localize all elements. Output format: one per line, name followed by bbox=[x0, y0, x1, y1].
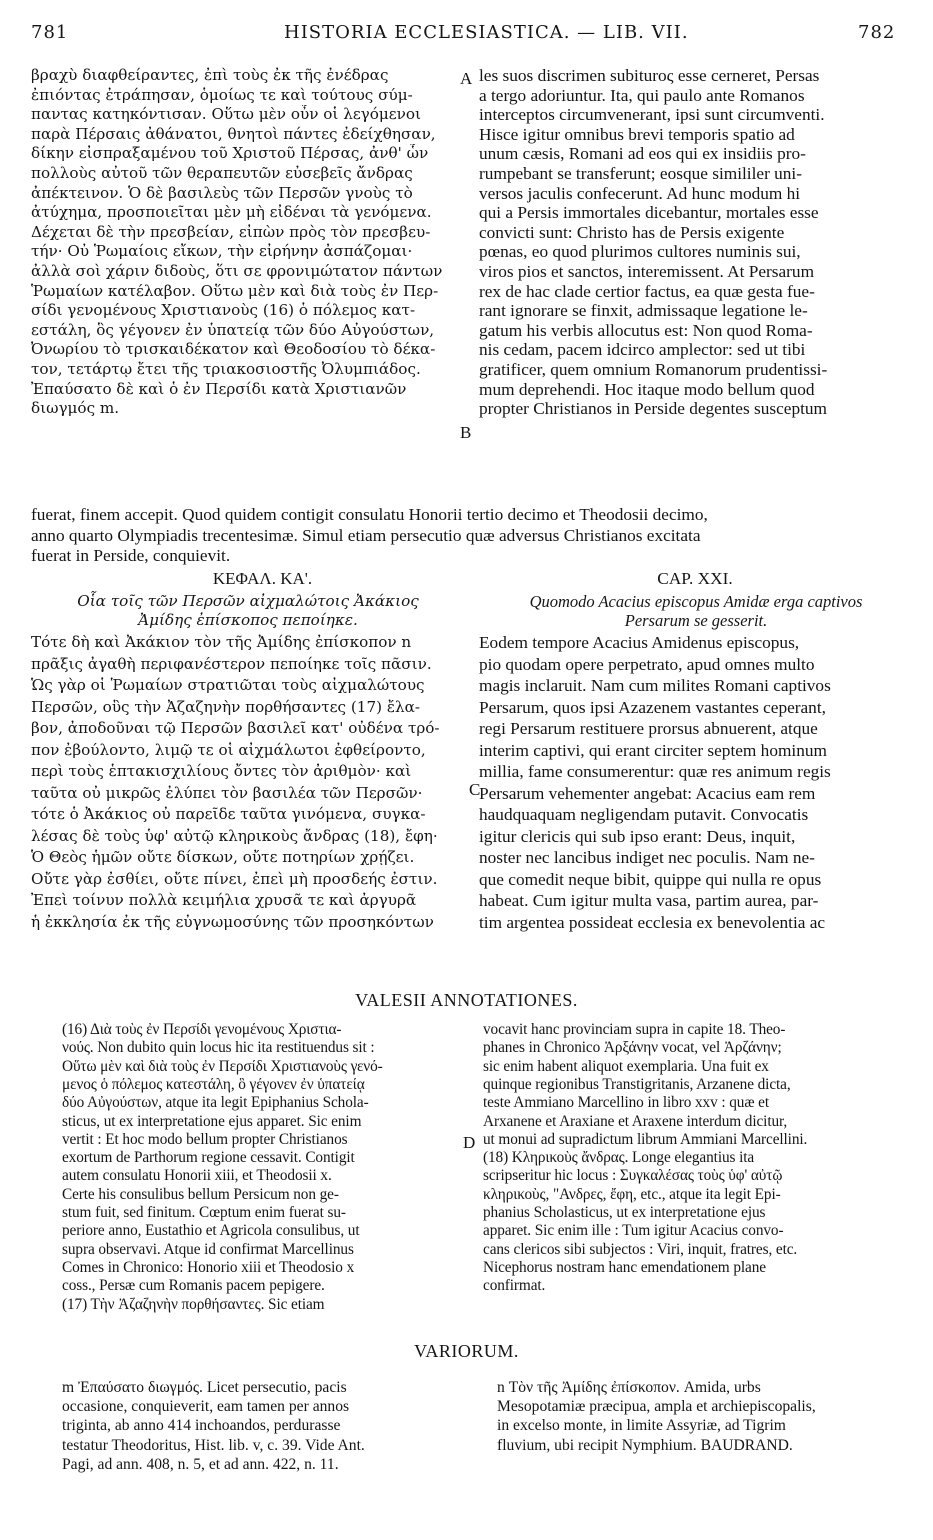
greek-line: Ῥωμαίων κατέλαβον. Οὕτω μὲν καὶ διὰ τοὺς ἐν Περ- bbox=[31, 281, 439, 300]
greek-line: παρὰ Πέρσαις ἀθάνατοι, θνητοὶ πάντες ἐδείχθησαν, bbox=[31, 124, 436, 143]
margin-marker-d: D bbox=[463, 1133, 476, 1152]
valesii-note-line: Certe his consulibus bellum Persicum non ge- bbox=[62, 1185, 339, 1203]
latin-line: propter Christianos in Perside degentes susceptum bbox=[479, 399, 827, 419]
greek-chapter-line: τότε ὁ Ἀκάκιος οὐ παρεῖδε ταῦτα γινόμενα, συγκα- bbox=[31, 805, 426, 823]
latin-chapter-subtitle-1: Quomodo Acacius episcopus Amidæ erga captivos bbox=[529, 592, 863, 611]
greek-line: σίδι γενομένους Χριστιανοὺς (16) ὁ πόλεμος κατ- bbox=[31, 301, 416, 320]
greek-line: Ὀνωρίου τὸ τρισκαιδέκατον καὶ Θεοδοσίου τὸ δέκα- bbox=[31, 340, 436, 359]
greek-chapter-line: Ἐπεὶ τοίνυν πολλὰ κειμήλια χρυσᾶ τε καὶ ἀργυρᾶ bbox=[31, 891, 417, 909]
greek-chapter-heading: ΚΕΦΑΛ. ΚΑ'. bbox=[212, 569, 313, 588]
margin-marker-a: A bbox=[460, 69, 473, 88]
latin-line: convicti sunt: Christo has de Persis exigente bbox=[479, 222, 785, 242]
greek-line: βραχὺ διαφθείραντες, ἐπὶ τοὺς ἐκ τῆς ἐνέδρας bbox=[31, 66, 389, 84]
latin-chapter-line: regi Persarum restituere prorsus abnuerent, atque bbox=[479, 719, 818, 738]
latin-chapter-line: habeat. Cum igitur multa vasa, partim aurea, par- bbox=[479, 891, 819, 910]
latin-chapter-line: Persarum, quos ipsi Azazenem vastantes ceperant, bbox=[479, 697, 826, 717]
latin-line: viros pios et sanctos, interemissent. At Persarum bbox=[479, 262, 815, 281]
valesii-note-line: sic enim habent aliquot exemplaria. Una fuit ex bbox=[483, 1057, 769, 1075]
greek-line: παντας κατηκόντισαν. Οὕτω μὲν οὖν οἱ λεγόμενοι bbox=[31, 105, 421, 124]
greek-chapter-line: ταῦτα οὐ μικρῶς ἐλύπει τὸν βασιλέα τῶν Περσῶν· bbox=[31, 783, 423, 802]
latin-chapter-line: que comedit neque bibit, quippe qui nulla re opus bbox=[479, 869, 822, 889]
valesii-note-line: (17) Τὴν Ἀζαζηνὴν πορθήσαντες. Sic etiam bbox=[62, 1295, 325, 1313]
full-width-line: anno quarto Olympiadis trecentesimæ. Simul etiam persecutio quæ adversus Christianos excitata bbox=[31, 525, 701, 545]
variorum-note-line: n Τὸν τῆς Ἀμίδης ἐπίσκοπον. Amida, urbs bbox=[497, 1379, 761, 1396]
greek-chapter-subtitle-2: Ἀμίδης ἐπίσκοπος πεποίηκε. bbox=[138, 611, 358, 629]
valesii-note-line: μενος ὁ πόλεμος κατεστάλη, ὃ γέγονεν ἐν ὑπατείᾳ bbox=[62, 1075, 365, 1093]
latin-line: a tergo adoriuntur. Ita, qui paulo ante Romanos bbox=[479, 85, 805, 105]
valesii-note-line: phanes in Chronico Ἀρξάνην vocat, vel Ἀρζάνην; bbox=[483, 1039, 782, 1057]
latin-chapter-line: millia, fame consumerentur: quæ res animum regis bbox=[479, 762, 831, 781]
valesii-note-line: vertit : Et hoc modo bellum propter Christianos bbox=[62, 1130, 348, 1148]
latin-line: Hisce igitur omnibus brevi temporis spatio ad bbox=[479, 124, 795, 144]
valesii-note-line: (18) Κληρικοὺς ἄνδρας. Longe elegantius ita bbox=[483, 1149, 755, 1167]
valesii-note-line: scripseritur hic locus : Συγκαλέσας τοὺς ὑφ' αὐτῷ bbox=[483, 1167, 783, 1185]
greek-chapter-line: Τότε δὴ καὶ Ἀκάκιον τὸν τῆς Ἀμίδης ἐπίσκοπον n bbox=[31, 633, 412, 651]
valesii-note-line: stum fuit, sed finitum. Cœptum enim fuerat su- bbox=[62, 1204, 346, 1221]
greek-chapter-line: βον, ἀποδοῦναι τῷ Περσῶν βασιλεῖ κατ' οὐδένα τρό- bbox=[31, 719, 440, 737]
valesii-note-line: apparet. Sic enim ille : Tum igitur Acacius convo- bbox=[483, 1222, 784, 1240]
greek-chapter-line: Ὡς γὰρ οἱ Ῥωμαίων στρατιῶται τοὺς αἰχμαλώτους bbox=[31, 676, 425, 694]
valesii-note-line: autem consulatu Honorii xiii, et Theodosii x. bbox=[62, 1167, 332, 1185]
greek-chapter-line: Οὔτε γὰρ ἐσθίει, οὔτε πίνει, ἐπεὶ μὴ προσδεής ἐστιν. bbox=[31, 869, 438, 888]
latin-chapter-line: noster nec lancibus indiget nec poculis. Nam ne- bbox=[479, 848, 815, 867]
valesii-note-line: κληρικοὺς, "Ανδρες, ἔφη, etc., atque ita legit Epi- bbox=[483, 1185, 781, 1203]
valesii-note-line: quinque regionibus Transtigritanis, Arzanene dicta, bbox=[483, 1075, 791, 1093]
variorum-note-line: testatur Theodoritus, Hist. lib. v, c. 39. Vide Ant. bbox=[62, 1436, 365, 1454]
valesii-note-line: supra observavi. Atque id confirmat Marcellinus bbox=[62, 1240, 354, 1258]
valesii-note-line: Nicephorus nostram hanc emendationem plane bbox=[483, 1258, 766, 1276]
latin-line: pœnas, eo quod plurimos cultores numinis sui, bbox=[479, 242, 801, 262]
valesii-note-line: sticus, ut ex interpretatione ejus apparet. Sic enim bbox=[62, 1112, 362, 1130]
margin-marker-c: C bbox=[469, 780, 481, 799]
valesii-note-line: (16) Διὰ τοὺς ἐν Περσίδι γενομένους Χριστια- bbox=[62, 1021, 342, 1038]
greek-line: δίκην εἰσπραξαμένου τοῦ Χριστοῦ Πέρσας, ἀνθ' ὧν bbox=[31, 144, 429, 163]
valesii-annotations-heading: VALESII ANNOTATIONES. bbox=[355, 990, 578, 1010]
variorum-note-line: fluvium, ubi recipit Nymphium. BAUDRAND. bbox=[497, 1436, 793, 1454]
valesii-note-line: Οὕτω μὲν καὶ διὰ τοὺς ἐν Περσίδι Χριστιανοὺς γενό- bbox=[62, 1057, 383, 1075]
latin-line: gratificer, quem omnium Romanorum prudentissi- bbox=[479, 360, 828, 379]
latin-chapter-line: Eodem tempore Acacius Amidenus episcopus, bbox=[479, 633, 800, 652]
greek-line: Ἐπαύσατο δὲ καὶ ὁ ἐν Περσίδι κατὰ Χριστιανῶν bbox=[31, 379, 407, 398]
greek-line: τον, τετάρτῳ ἔτει τῆς τριακοσιοστῆς Ὀλυμπιάδος. bbox=[31, 360, 421, 378]
valesii-note-line: teste Ammiano Marcellino in libro xxv : quæ et bbox=[483, 1094, 769, 1112]
valesii-note-line: cans clericos sibi subjectos : Viri, inquit, fratres, etc. bbox=[483, 1240, 798, 1258]
greek-chapter-line: Περσῶν, οὓς τὴν Ἀζαζηνὴν πορθήσαντες (17) ἔλα- bbox=[31, 697, 421, 716]
valesii-note-line: vocavit hanc provinciam supra in capite 18. Theo- bbox=[483, 1021, 786, 1038]
valesii-note-line: νούς. Non dubito quin locus hic ita restituendus sit : bbox=[62, 1039, 375, 1057]
valesii-note-line: Arxanene et Araxiane et Araxene interdum dicitur, bbox=[483, 1112, 788, 1130]
greek-chapter-line: Ὁ Θεὸς ἡμῶν οὔτε δίσκων, οὔτε ποτηρίων χρῄζει. bbox=[31, 848, 415, 866]
valesii-note-line: confirmat. bbox=[483, 1277, 546, 1295]
greek-line: εστάλη, ὃς γέγονεν ἐν ὑπατείᾳ τῶν δύο Αὐγούστων, bbox=[31, 320, 435, 339]
latin-chapter-subtitle-2: Persarum se gesserit. bbox=[624, 611, 768, 630]
latin-chapter-line: magis inclaruit. Nam cum milites Romani captivos bbox=[479, 676, 831, 695]
greek-chapter-line: περὶ τοὺς ἑπτακισχιλίους ὄντες τὸν ἀριθμὸν· καὶ bbox=[31, 762, 412, 780]
valesii-note-line: exortum de Parthorum regione cessavit. Contigit bbox=[62, 1149, 355, 1167]
full-width-line: fuerat, finem accepit. Quod quidem contigit consulatu Honorii tertio decimo et Theodosii decimo, bbox=[31, 505, 708, 524]
greek-line: ἀτύχημα, προσποιεῖται μὲν μὴ εἰδέναι τὰ γενόμενα. bbox=[31, 203, 432, 222]
valesii-note-line: coss., Persæ cum Romanis pacem pepigere. bbox=[62, 1277, 325, 1295]
greek-line: ἐπιόντας ἐτράπησαν, ὁμοίως τε καὶ τούτους σύμ- bbox=[31, 85, 413, 104]
latin-chapter-heading: CAP. XXI. bbox=[657, 569, 733, 588]
variorum-note-line: Mesopotamiæ præcipua, ampla et archiepiscopalis, bbox=[497, 1398, 816, 1416]
latin-line: unum cæsis, Romani ad eos qui ex insidiis pro- bbox=[479, 144, 806, 164]
variorum-note-line: occasione, conquieverit, eam tamen per annos bbox=[62, 1398, 350, 1416]
latin-chapter-line: pio quodam opere perpetrato, apud omnes multo bbox=[479, 654, 815, 674]
page-number-left: 781 bbox=[31, 22, 69, 43]
valesii-note-line: δύο Αὐγούστων, atque ita legit Epiphanius Schola- bbox=[62, 1094, 369, 1112]
latin-line: rex de hac clade certior factus, ea quæ gesta fue- bbox=[479, 281, 815, 301]
full-width-line: fuerat in Perside, conquievit. bbox=[31, 546, 231, 565]
valesii-note-line: phanius Scholasticus, ut ex interpretatione ejus bbox=[483, 1204, 766, 1221]
greek-line: διωγμός m. bbox=[31, 399, 120, 418]
greek-line: ἀλλὰ σοὶ χάριν διδοὺς, ὅτι σε φρονιμώτατον πάντων bbox=[31, 262, 443, 280]
greek-chapter-line: ἡ ἐκκλησία ἐκ τῆς εὐγνωμοσύνης τῶν προσηκόντων bbox=[31, 912, 434, 931]
greek-line: Δέχεται δὲ τὴν πρεσβείαν, εἰπὼν πρὸς τὸν πρεσβευ- bbox=[31, 222, 431, 241]
latin-chapter-line: igitur clericis qui sub ipso erant: Deus, inquit, bbox=[479, 826, 796, 846]
latin-chapter-line: Persarum vehementer angebat: Acacius eam rem bbox=[479, 783, 816, 803]
greek-line: ἀπέκτεινον. Ὁ δὲ βασιλεὺς τῶν Περσῶν γνοὺς τὸ bbox=[31, 183, 413, 202]
valesii-note-line: periore anno, Eustathio et Agricola consulibus, ut bbox=[62, 1222, 360, 1240]
latin-chapter-line: tim argentea possideat ecclesia ex benevolentia ac bbox=[479, 912, 826, 932]
greek-chapter-line: λέσας δὲ τοὺς ὑφ' αὐτῷ κληρικοὺς ἄνδρας (18), ἔφη· bbox=[31, 826, 438, 845]
latin-line: qui a Persis immortales dicebantur, mortales esse bbox=[479, 203, 819, 223]
greek-chapter-subtitle-1: Οἷα τοῖς τῶν Περσῶν αἰχμαλώτοις Ἀκάκιος bbox=[77, 592, 419, 610]
greek-line: πολλοὺς αὐτοῦ τῶν θεραπευτῶν εὐσεβεῖς ἄνδρας bbox=[31, 164, 413, 182]
latin-line: interceptos circumvenerant, ipsi sunt circumventi. bbox=[479, 105, 825, 125]
latin-line: nis cedam, pacem idcirco amplector: sed ut tibi bbox=[479, 340, 806, 360]
valesii-note-line: ut monui ad supradictum librum Ammiani Marcellini. bbox=[483, 1130, 808, 1148]
latin-line: mum deprehendi. Hoc itaque modo bellum quod bbox=[479, 379, 815, 399]
running-title: HISTORIA ECCLESIASTICA. — LIB. VII. bbox=[284, 22, 689, 43]
variorum-note-line: Pagi, ad ann. 408, n. 5, et ad ann. 422, n. 11. bbox=[62, 1455, 339, 1473]
variorum-note-line: in excelso monte, in limite Assyriæ, ad Tigrim bbox=[497, 1417, 786, 1435]
latin-chapter-line: haudquaquam negligendam putavit. Convocatis bbox=[479, 805, 809, 824]
greek-chapter-line: πον ἐβούλοντο, λιμῷ τε οἱ αἰχμάλωτοι ἐφθείροντο, bbox=[31, 740, 426, 759]
variorum-heading: VARIORUM. bbox=[414, 1341, 519, 1361]
page-number-right: 782 bbox=[858, 22, 896, 43]
margin-marker-b: B bbox=[460, 423, 472, 442]
greek-chapter-line: πρᾶξις ἀγαθὴ περιφανέστερον πεποίηκε τοῖς πᾶσιν. bbox=[31, 654, 432, 673]
latin-line: les suos discrimen subiturος esse cerneret, Persas bbox=[479, 66, 820, 85]
latin-line: rant ignorare se finxit, admissaque legatione le- bbox=[479, 301, 808, 321]
valesii-note-line: Comes in Chronico: Honorio xiii et Theodosio x bbox=[62, 1258, 355, 1276]
variorum-note-line: triginta, ab anno 414 inchoandos, perdurasse bbox=[62, 1417, 341, 1435]
latin-line: rumpebant se transferunt; eosque simililer uni- bbox=[479, 164, 802, 183]
latin-line: versos jaculis confecerunt. Ad hunc modum hi bbox=[479, 183, 801, 203]
variorum-note-line: m Ἐπαύσατο διωγμός. Licet persecutio, pacis bbox=[62, 1379, 347, 1396]
latin-line: gatum his verbis allocutus est: Non quod Roma- bbox=[479, 320, 813, 340]
greek-line: τήν· Οὐ Ῥωμαίοις εἴκων, τὴν εἰρήνην ἀσπάζομαι· bbox=[31, 242, 413, 261]
latin-chapter-line: interim captivi, qui erant circiter septem hominum bbox=[479, 740, 827, 760]
